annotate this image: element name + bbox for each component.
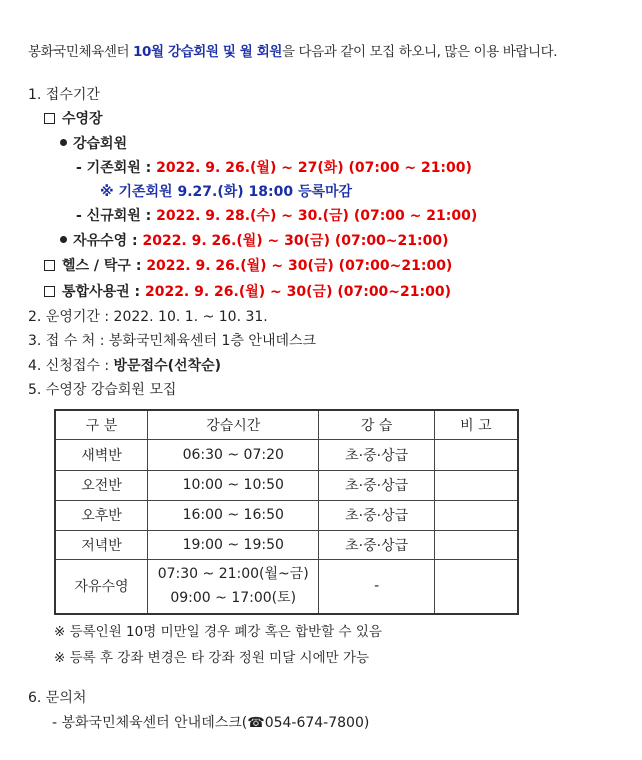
row-note	[434, 530, 518, 559]
section-3-line	[28, 331, 316, 351]
header-time: 강습시간	[148, 410, 319, 439]
section-1-title: 1. 접수기간	[28, 87, 100, 103]
intro-line	[28, 42, 557, 62]
row-level: -	[319, 559, 434, 614]
section-3-value: 봉화국민체육센터 1층 안내데스크	[108, 333, 317, 349]
row-name: 저녁반	[55, 530, 148, 559]
table-row	[55, 439, 518, 470]
header-level: 강 습	[319, 410, 434, 439]
gym-label: 헬스 / 탁구 :	[62, 258, 147, 274]
contact-phone: 054-674-7800)	[264, 715, 370, 731]
new-dates: 2022. 9. 28.(수) ~ 30.(금) (07:00 ~ 21:00)	[156, 208, 478, 224]
section-4-value: 방문접수(선착순)	[113, 358, 221, 374]
checkbox-square-icon	[44, 286, 55, 297]
intro-highlight: 10월 강습회원 및 월 회원	[133, 44, 282, 60]
lesson-heading	[60, 134, 127, 154]
free-swim-label: 자유수영	[73, 233, 128, 249]
free-time-saturday: 09:00 ~ 17:00(토)	[170, 590, 297, 607]
row-name: 새벽반	[55, 439, 148, 470]
bullet-icon	[60, 236, 67, 243]
row-name: 오전반	[55, 470, 148, 500]
gym-line	[44, 256, 452, 276]
row-level: 초·중·상급	[319, 439, 434, 470]
intro-suffix: 을 다음과 같이 모집 하오니, 많은 이용 바랍니다.	[282, 44, 558, 60]
existing-label: - 기존회원 :	[76, 160, 157, 176]
pool-label: 수영장	[62, 111, 103, 127]
lesson-label: 강습회원	[73, 136, 128, 152]
contact-line	[52, 713, 369, 733]
row-name: 자유수영	[55, 559, 148, 614]
existing-deadline-note: ※ 기존회원 9.27.(화) 18:00 등록마감	[100, 184, 353, 200]
free-swim-dates: 2022. 9. 26.(월) ~ 30(금) (07:00~21:00)	[142, 233, 449, 249]
section-5-title: 5. 수영장 강습회원 모집	[28, 382, 177, 398]
row-note	[434, 439, 518, 470]
combined-label: 통합사용권 :	[62, 284, 145, 300]
section-2-label: 2. 운영기간 :	[28, 309, 114, 325]
section-2-value: 2022. 10. 1. ~ 10. 31.	[113, 309, 268, 325]
checkbox-square-icon	[44, 113, 55, 124]
row-level: 초·중·상급	[319, 530, 434, 559]
table-row	[55, 470, 518, 500]
free-time-weekday: 07:30 ~ 21:00(월~금)	[157, 566, 309, 583]
row-level: 초·중·상급	[319, 470, 434, 500]
existing-dates: 2022. 9. 26.(월) ~ 27(화) (07:00 ~ 21:00)	[156, 160, 472, 176]
row-note	[434, 500, 518, 530]
free-swim-line	[60, 231, 449, 251]
row-time: 16:00 ~ 16:50	[148, 500, 319, 530]
table-header-row	[55, 410, 518, 439]
table-row	[55, 500, 518, 530]
row-name: 오후반	[55, 500, 148, 530]
contact-prefix: - 봉화국민체육센터 안내데스크(	[52, 715, 248, 731]
table-row-free-swim	[55, 559, 518, 614]
free-swim-sep: :	[127, 233, 143, 249]
row-note	[434, 470, 518, 500]
note-closure: ※ 등록인원 10명 미만일 경우 폐강 혹은 합반할 수 있음	[54, 624, 382, 640]
pool-heading	[44, 109, 103, 129]
row-level: 초·중·상급	[319, 500, 434, 530]
section-6-title: 6. 문의처	[28, 690, 87, 706]
new-member-line	[76, 206, 477, 226]
row-time	[148, 559, 319, 614]
row-time: 06:30 ~ 07:20	[148, 439, 319, 470]
section-4-line	[28, 356, 221, 376]
section-3-label: 3. 접 수 처 :	[28, 333, 109, 349]
row-note	[434, 559, 518, 614]
schedule-table	[54, 409, 519, 615]
existing-member-line	[76, 158, 472, 178]
phone-icon: ☎	[247, 715, 265, 731]
new-label: - 신규회원 :	[76, 208, 157, 224]
row-time: 10:00 ~ 10:50	[148, 470, 319, 500]
note-change: ※ 등록 후 강좌 변경은 타 강좌 정원 미달 시에만 가능	[54, 650, 370, 666]
combined-pass-line	[44, 282, 451, 302]
row-time: 19:00 ~ 19:50	[148, 530, 319, 559]
combined-dates: 2022. 9. 26.(월) ~ 30(금) (07:00~21:00)	[144, 284, 451, 300]
header-category: 구 분	[55, 410, 148, 439]
table-row	[55, 530, 518, 559]
section-2-line	[28, 307, 268, 327]
gym-dates: 2022. 9. 26.(월) ~ 30(금) (07:00~21:00)	[146, 258, 453, 274]
checkbox-square-icon	[44, 260, 55, 271]
header-note: 비 고	[434, 410, 518, 439]
section-4-label: 4. 신청접수 :	[28, 358, 114, 374]
bullet-icon	[60, 139, 67, 146]
intro-prefix: 봉화국민체육센터	[28, 44, 134, 60]
